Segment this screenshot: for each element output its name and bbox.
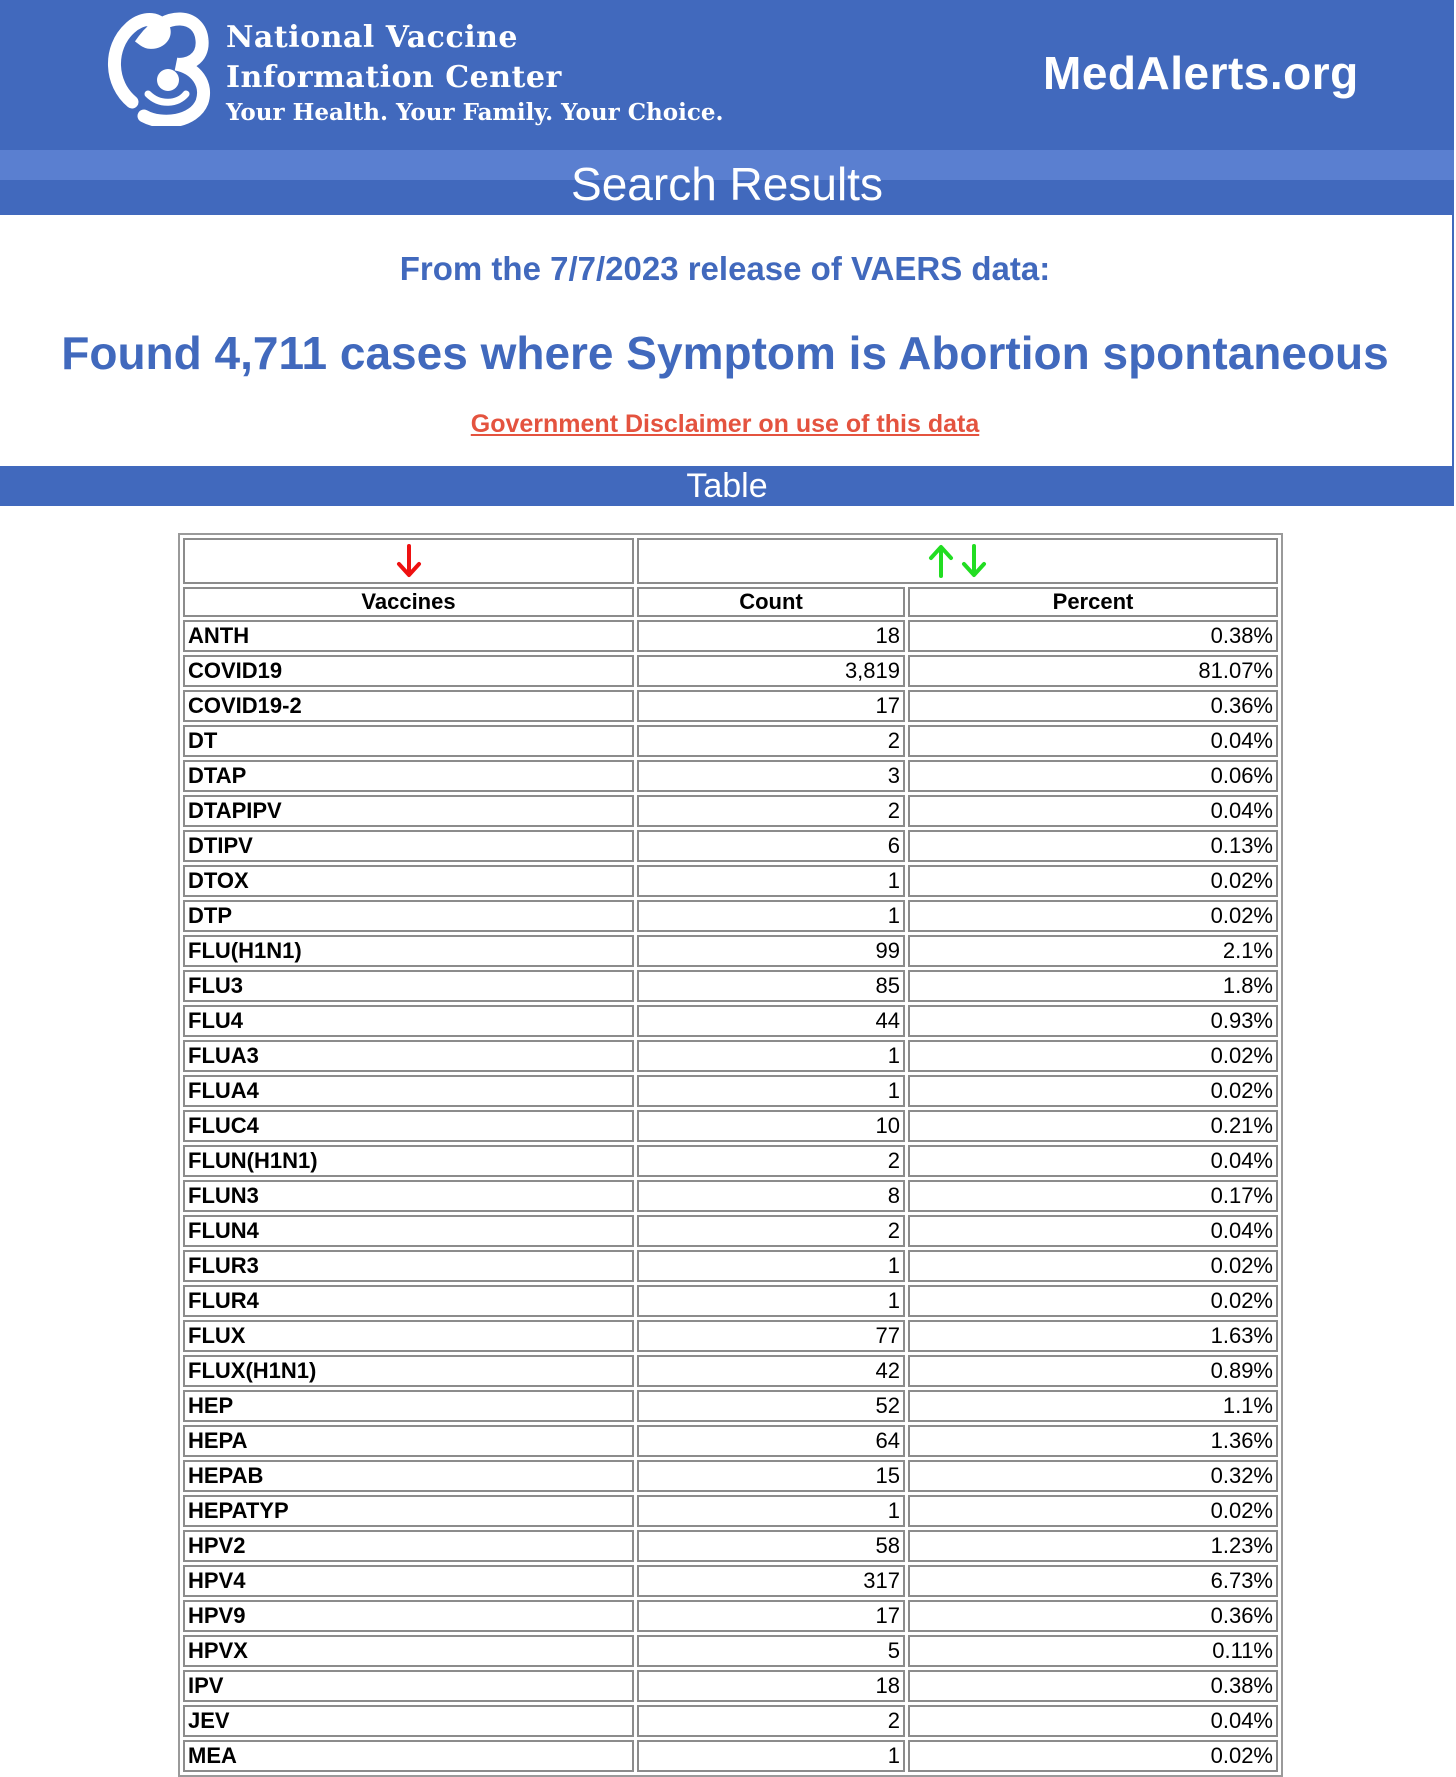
cell-vaccine: FLUN(H1N1) <box>183 1145 634 1177</box>
release-heading: From the 7/7/2023 release of VAERS data: <box>399 250 1051 287</box>
cell-count: 42 <box>637 1355 905 1387</box>
cell-percent: 0.02% <box>908 1740 1278 1772</box>
table-section-header: Table <box>0 466 1454 506</box>
cell-percent: 0.02% <box>908 865 1278 897</box>
org-name-line2: Information Center <box>226 60 562 95</box>
cell-count: 44 <box>637 1005 905 1037</box>
sort-arrow-up-green-icon[interactable] <box>928 544 954 578</box>
results-table <box>178 533 1283 1777</box>
table-row <box>183 725 1278 757</box>
cell-vaccine: FLUR4 <box>183 1285 634 1317</box>
table-row <box>183 935 1278 967</box>
cell-count: 10 <box>637 1110 905 1142</box>
sort-arrow-down-green-icon[interactable] <box>961 544 987 578</box>
table-row <box>183 970 1278 1002</box>
cell-vaccine: FLUR3 <box>183 1250 634 1282</box>
cell-percent: 1.63% <box>908 1320 1278 1352</box>
table-row <box>183 795 1278 827</box>
cell-vaccine: DTOX <box>183 865 634 897</box>
table-row <box>183 760 1278 792</box>
table-row <box>183 1355 1278 1387</box>
cell-count: 17 <box>637 690 905 722</box>
cell-vaccine: DT <box>183 725 634 757</box>
cell-count: 3,819 <box>637 655 905 687</box>
table-row <box>183 1390 1278 1422</box>
cell-percent: 0.02% <box>908 1040 1278 1072</box>
cell-count: 1 <box>637 1250 905 1282</box>
table-row <box>183 1460 1278 1492</box>
cell-vaccine: FLUC4 <box>183 1110 634 1142</box>
table-row <box>183 1145 1278 1177</box>
table-row <box>183 1740 1278 1772</box>
cell-count: 5 <box>637 1635 905 1667</box>
cell-percent: 0.02% <box>908 900 1278 932</box>
column-header-count: Count <box>637 587 905 617</box>
cell-vaccine: DTP <box>183 900 634 932</box>
cell-percent: 1.23% <box>908 1530 1278 1562</box>
cell-count: 1 <box>637 1495 905 1527</box>
org-name-line1: National Vaccine <box>226 20 519 55</box>
table-row <box>183 1495 1278 1527</box>
cell-percent: 0.21% <box>908 1110 1278 1142</box>
column-header-percent: Percent <box>908 587 1278 617</box>
cell-count: 2 <box>637 1145 905 1177</box>
cell-count: 1 <box>637 1740 905 1772</box>
org-tagline: Your Health. Your Family. Your Choice. <box>226 99 724 126</box>
cell-count: 1 <box>637 865 905 897</box>
table-row <box>183 620 1278 652</box>
table-row <box>183 1320 1278 1352</box>
cell-vaccine: MEA <box>183 1740 634 1772</box>
cell-vaccine: FLUA4 <box>183 1075 634 1107</box>
cell-vaccine: FLUN3 <box>183 1180 634 1212</box>
table-row <box>183 1110 1278 1142</box>
cell-vaccine: HEPATYP <box>183 1495 634 1527</box>
cell-count: 1 <box>637 1040 905 1072</box>
page-title: Search Results <box>571 158 883 210</box>
table-row <box>183 1530 1278 1562</box>
cell-count: 64 <box>637 1425 905 1457</box>
cell-percent: 0.36% <box>908 1600 1278 1632</box>
cell-count: 1 <box>637 1285 905 1317</box>
table-row <box>183 1565 1278 1597</box>
cell-percent: 0.38% <box>908 620 1278 652</box>
cell-vaccine: HPV9 <box>183 1600 634 1632</box>
cell-percent: 0.93% <box>908 1005 1278 1037</box>
cell-percent: 0.17% <box>908 1180 1278 1212</box>
cell-count: 1 <box>637 900 905 932</box>
sort-row <box>183 538 1278 584</box>
table-header-row <box>183 587 1278 617</box>
cell-count: 8 <box>637 1180 905 1212</box>
cell-vaccine: FLUN4 <box>183 1215 634 1247</box>
cell-count: 3 <box>637 760 905 792</box>
cell-count: 2 <box>637 795 905 827</box>
cell-percent: 0.11% <box>908 1635 1278 1667</box>
cell-vaccine: FLUX <box>183 1320 634 1352</box>
table-row <box>183 1670 1278 1702</box>
cell-vaccine: HEP <box>183 1390 634 1422</box>
cell-vaccine: DTAPIPV <box>183 795 634 827</box>
cell-vaccine: FLU4 <box>183 1005 634 1037</box>
cell-count: 317 <box>637 1565 905 1597</box>
cell-percent: 0.04% <box>908 725 1278 757</box>
sort-arrow-down-red-icon[interactable] <box>396 544 422 578</box>
cell-count: 77 <box>637 1320 905 1352</box>
cell-count: 2 <box>637 725 905 757</box>
medalerts-logo[interactable]: MedAlerts.org <box>1043 47 1359 99</box>
cell-vaccine: HPVX <box>183 1635 634 1667</box>
cell-percent: 0.04% <box>908 1215 1278 1247</box>
table-row <box>183 830 1278 862</box>
cell-percent: 0.02% <box>908 1075 1278 1107</box>
cell-vaccine: HPV4 <box>183 1565 634 1597</box>
disclaimer <box>0 410 1450 439</box>
cell-percent: 0.89% <box>908 1355 1278 1387</box>
cell-percent: 2.1% <box>908 935 1278 967</box>
cell-count: 15 <box>637 1460 905 1492</box>
cell-count: 2 <box>637 1215 905 1247</box>
cell-percent: 0.36% <box>908 690 1278 722</box>
cell-count: 52 <box>637 1390 905 1422</box>
cell-count: 99 <box>637 935 905 967</box>
cell-percent: 0.32% <box>908 1460 1278 1492</box>
table-row <box>183 1180 1278 1212</box>
cell-vaccine: DTAP <box>183 760 634 792</box>
cell-count: 17 <box>637 1600 905 1632</box>
cell-percent: 1.1% <box>908 1390 1278 1422</box>
cell-vaccine: FLU(H1N1) <box>183 935 634 967</box>
cell-count: 18 <box>637 1670 905 1702</box>
cell-count: 1 <box>637 1075 905 1107</box>
table-row <box>183 865 1278 897</box>
right-edge-line <box>1452 215 1454 466</box>
cell-vaccine: COVID19 <box>183 655 634 687</box>
cell-vaccine: FLU3 <box>183 970 634 1002</box>
cell-count: 18 <box>637 620 905 652</box>
cell-vaccine: ANTH <box>183 620 634 652</box>
page-title-bar <box>0 150 1454 215</box>
cell-vaccine: FLUX(H1N1) <box>183 1355 634 1387</box>
vaccines-sort-cell <box>183 538 634 584</box>
table-row <box>183 1285 1278 1317</box>
cell-vaccine: JEV <box>183 1705 634 1737</box>
cell-vaccine: IPV <box>183 1670 634 1702</box>
cell-percent: 0.38% <box>908 1670 1278 1702</box>
cell-vaccine: FLUA3 <box>183 1040 634 1072</box>
cell-percent: 1.8% <box>908 970 1278 1002</box>
table-row <box>183 655 1278 687</box>
cell-count: 85 <box>637 970 905 1002</box>
disclaimer-link[interactable]: Government Disclaimer on use of this data <box>470 410 980 438</box>
results-summary: Found 4,711 cases where Symptom is Abortion spontaneous <box>61 327 1389 379</box>
cell-percent: 0.06% <box>908 760 1278 792</box>
table-row <box>183 900 1278 932</box>
table-row <box>183 1600 1278 1632</box>
cell-vaccine: COVID19-2 <box>183 690 634 722</box>
cell-percent: 0.02% <box>908 1285 1278 1317</box>
table-row <box>183 1040 1278 1072</box>
cell-percent: 0.04% <box>908 1145 1278 1177</box>
cell-percent: 0.13% <box>908 830 1278 862</box>
table-row <box>183 1425 1278 1457</box>
table-row <box>183 1250 1278 1282</box>
cell-vaccine: HPV2 <box>183 1530 634 1562</box>
table-row <box>183 1215 1278 1247</box>
cell-percent: 81.07% <box>908 655 1278 687</box>
table-row <box>183 690 1278 722</box>
cell-count: 2 <box>637 1705 905 1737</box>
cell-percent: 1.36% <box>908 1425 1278 1457</box>
cell-count: 58 <box>637 1530 905 1562</box>
cell-percent: 6.73% <box>908 1565 1278 1597</box>
table-row <box>183 1005 1278 1037</box>
cell-vaccine: DTIPV <box>183 830 634 862</box>
nvic-logo-icon[interactable] <box>104 2 214 126</box>
cell-percent: 0.02% <box>908 1495 1278 1527</box>
cell-count: 6 <box>637 830 905 862</box>
site-header <box>0 0 1454 150</box>
cell-vaccine: HEPAB <box>183 1460 634 1492</box>
table-row <box>183 1075 1278 1107</box>
cell-percent: 0.02% <box>908 1250 1278 1282</box>
org-name[interactable] <box>226 18 723 128</box>
table-row <box>183 1635 1278 1667</box>
column-header-vaccines: Vaccines <box>183 587 634 617</box>
cell-vaccine: HEPA <box>183 1425 634 1457</box>
cell-percent: 0.04% <box>908 795 1278 827</box>
table-row <box>183 1705 1278 1737</box>
count-sort-cell <box>637 538 1278 584</box>
cell-percent: 0.04% <box>908 1705 1278 1737</box>
